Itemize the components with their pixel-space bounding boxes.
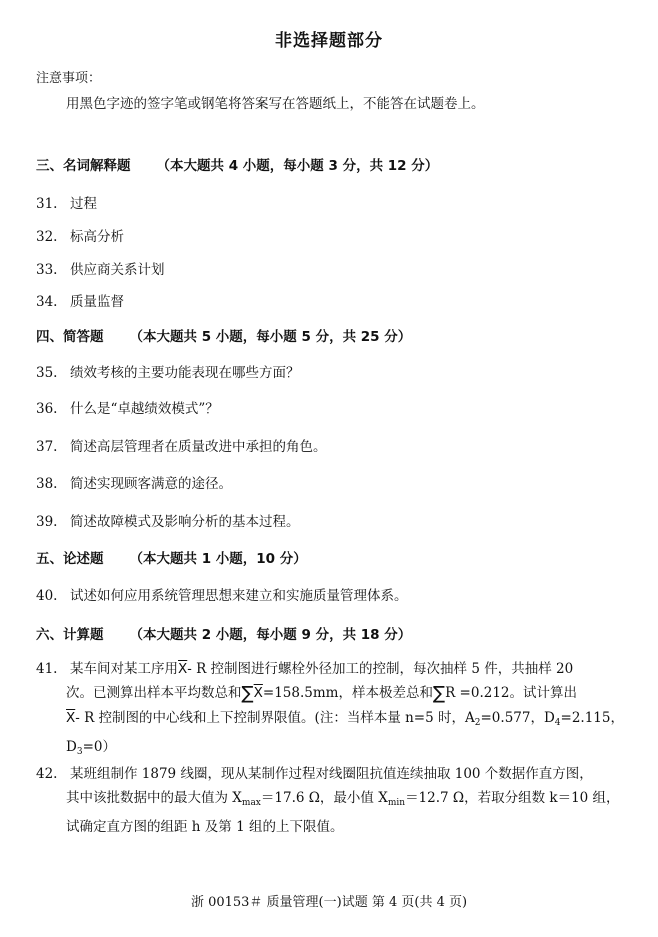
section-header-6 [36,623,411,643]
question-37 [36,435,327,455]
question-33 [36,258,165,278]
question-text: 试述如何应用系统管理思想来建立和实施质量管理体系。 [70,588,408,604]
q42-line-2: 其中该批数据中的最大值为 $X_{max}=17.6$ Ω，最小值 $X_{min}=12.7$ Ω，若取分组数 k＝10 组， [66,790,620,808]
section-note: （本大题共 4 小题，每小题 3 分，共 12 分） [156,158,439,174]
question-42 [36,762,628,839]
q42-line-3: 试确定直方图的组距 h 及第 1 组的上下限值。 [66,819,344,835]
question-text: 简述实现顾客满意的途径。 [70,476,232,492]
section-header-5 [36,547,307,567]
question-number: 35. [36,365,58,381]
question-number: 32. [36,229,58,245]
question-39 [36,510,300,530]
question-text: 供应商关系计划 [70,262,165,278]
sigma-symbol: ∑ [432,683,446,704]
question-40 [36,584,408,604]
question-text: 什么是“卓越绩效模式”？ [70,401,219,417]
notes-body: 用黑色字迹的签字笔或钢笔将答案写在答题纸上，不能答在试题卷上。 [66,96,485,112]
question-number: 39. [36,514,58,530]
section-note: （本大题共 1 小题，10 分） [129,551,307,567]
question-36 [36,397,219,417]
q42-line-1: 42. 某班组制作 1879 线圈，现从某制作过程对线圈阻抗值连续抽取 100 个数据作直方图， [36,762,628,786]
section-header-4 [36,325,411,345]
question-number: 41. [36,661,58,677]
section-label: 六、计算题 [36,627,104,643]
question-text: 简述故障模式及影响分析的基本过程。 [70,514,300,530]
question-text: 过程 [70,196,97,212]
section-note: （本大题共 5 小题，每小题 5 分，共 25 分） [129,329,412,345]
x-bar-symbol: $\overline{X}$ [178,661,188,677]
question-41 [36,657,628,764]
x-bar-symbol: $\overline{X}$ [253,685,263,701]
question-number: 38. [36,476,58,492]
page-title: 非选择题部分 [275,31,383,51]
question-number: 40. [36,588,58,604]
question-number: 33. [36,262,58,278]
question-34 [36,290,124,310]
section-label: 五、论述题 [36,551,104,567]
question-number: 37. [36,439,58,455]
section-label: 三、名词解释题 [36,158,131,174]
question-number: 34. [36,294,58,310]
q41-line-3: $\overline{X}-$ R 控制图的中心线和上下控制界限值。(注：当样本量 n=5 时，$A_2=0.577$，$D_4=2.115$， [66,710,624,728]
question-31 [36,192,97,212]
section-header-3 [36,154,438,174]
sigma-symbol: ∑ [241,683,254,704]
question-number: 42. [36,766,58,782]
page-footer: 浙 00153＃ 质量管理(一)试题 第 4 页(共 4 页) [190,895,468,910]
section-label: 四、简答题 [36,329,104,345]
question-35 [36,361,300,381]
question-text: 简述高层管理者在质量改进中承担的角色。 [70,439,327,455]
question-text: 质量监督 [70,294,124,310]
question-text: 标高分析 [70,229,124,245]
question-number: 36. [36,401,58,417]
section-note: （本大题共 2 小题，每小题 9 分，共 18 分） [129,627,412,643]
notes-heading: 注意事项： [36,71,102,86]
q41-line-1: 41. 某车间对某工序用$\overline{X}-$ R 控制图进行螺栓外径加工的控制，每次抽样 5 件，共抽样 20 [36,657,628,681]
question-38 [36,472,232,492]
question-text: 绩效考核的主要功能表现在哪些方面？ [70,365,300,381]
q41-line-4: $D_3=0$） [66,739,116,757]
question-32 [36,225,124,245]
x-bar-symbol: $\overline{X}$ [66,710,76,726]
q41-line-2: 次。已测算出样本平均数总和$\sum\overline{X}=158.5mm$，样本极差总和∑R =0.212。试计算出 [66,683,578,704]
question-number: 31. [36,196,58,212]
